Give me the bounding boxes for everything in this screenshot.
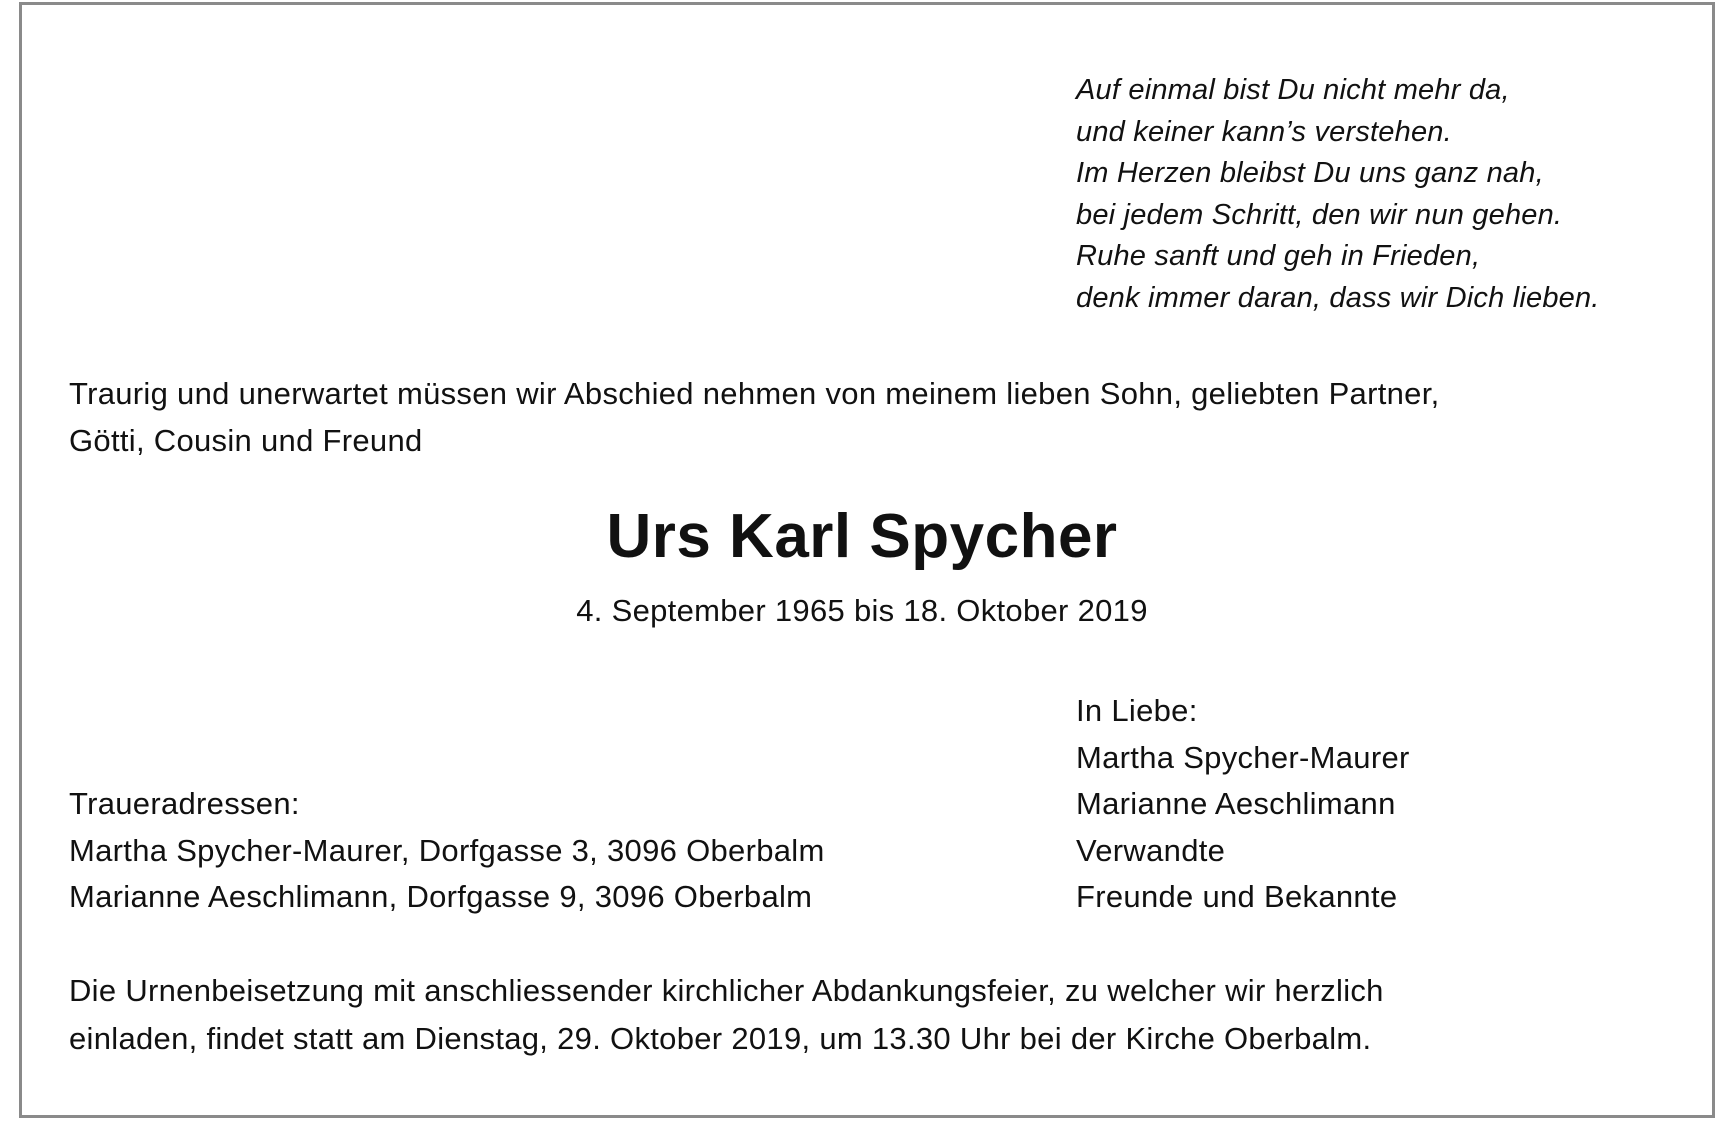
poem-line: Auf einmal bist Du nicht mehr da, bbox=[1076, 74, 1510, 106]
mourner-name: Freunde und Bekannte bbox=[1076, 879, 1398, 914]
mourners-heading: In Liebe: bbox=[1076, 693, 1198, 728]
address-entry: Marianne Aeschlimann, Dorfgasse 9, 3096 Oberbalm bbox=[69, 879, 813, 914]
address-entry: Martha Spycher-Maurer, Dorfgasse 3, 3096 Oberbalm bbox=[69, 832, 825, 868]
ceremony-line: einladen, findet statt am Dienstag, 29. Oktober 2019, um 13.30 Uhr bei der Kirche Oberbalm. bbox=[69, 1021, 1372, 1056]
mourner-name: Martha Spycher-Maurer bbox=[1076, 739, 1410, 775]
ceremony-notice bbox=[69, 967, 1384, 1063]
deceased-name: Urs Karl Spycher bbox=[606, 502, 1118, 571]
intro-line: Traurig und unerwartet müssen wir Abschied nehmen von meinem lieben Sohn, geliebten Partner, bbox=[69, 376, 1440, 411]
mourner-name: Verwandte bbox=[1076, 832, 1226, 868]
mourning-addresses bbox=[69, 781, 825, 921]
poem bbox=[1076, 70, 1600, 319]
intro-line: Götti, Cousin und Freund bbox=[69, 423, 423, 458]
poem-line: denk immer daran, dass wir Dich lieben. bbox=[1076, 281, 1600, 314]
mourner-name: Marianne Aeschlimann bbox=[1076, 786, 1396, 821]
poem-line: und keiner kann’s verstehen. bbox=[1076, 115, 1452, 148]
ceremony-line: Die Urnenbeisetzung mit anschliessender kirchlicher Abdankungsfeier, zu welcher wir herzlich bbox=[69, 973, 1384, 1008]
intro-text bbox=[69, 370, 1440, 464]
life-dates: 4. September 1965 bis 18. Oktober 2019 bbox=[576, 593, 1148, 628]
poem-line: Ruhe sanft und geh in Frieden, bbox=[1076, 240, 1481, 272]
mourners-list bbox=[1076, 688, 1410, 921]
poem-line: Im Herzen bleibst Du uns ganz nah, bbox=[1076, 157, 1544, 189]
addresses-heading: Traueradressen: bbox=[69, 786, 300, 821]
poem-line: bei jedem Schritt, den wir nun gehen. bbox=[1076, 198, 1563, 231]
